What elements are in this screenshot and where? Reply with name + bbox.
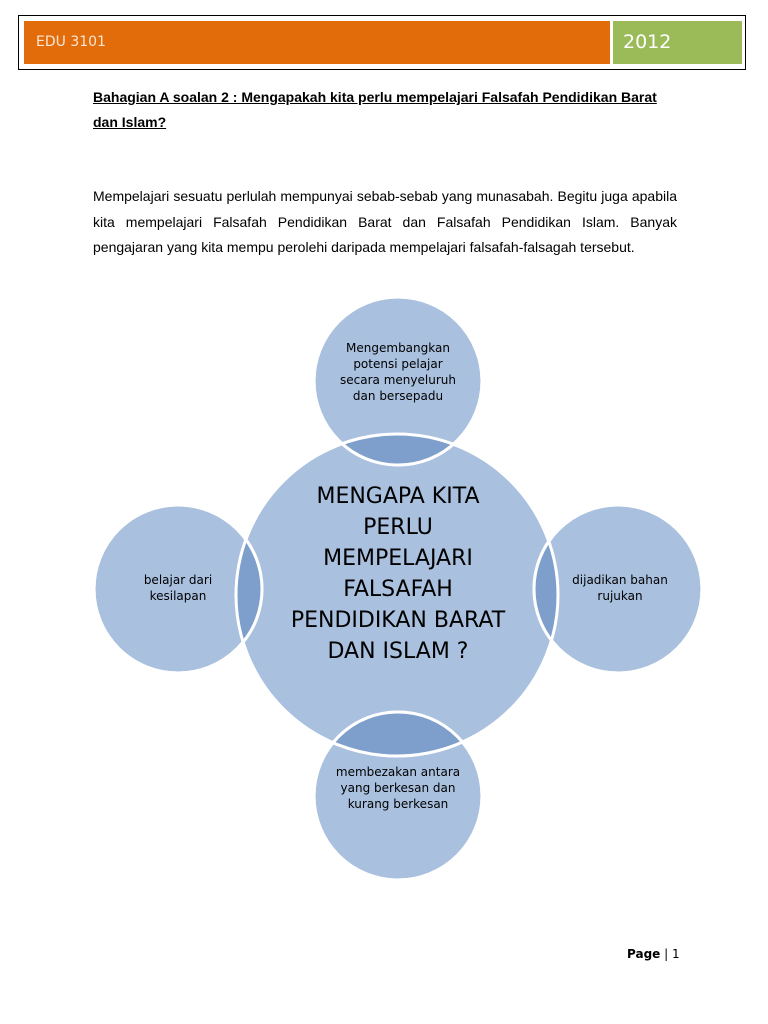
year-label: 2012: [623, 31, 672, 53]
center-circle-text: MENGAPA KITA PERLU MEMPELAJARI FALSAFAH PENDIDIKAN BARAT DAN ISLAM ?: [290, 484, 506, 664]
question-heading: Bahagian A soalan 2 : Mengapakah kita perlu mempelajari Falsafah Pendidikan Barat dan Islam?: [93, 89, 657, 130]
page-footer: [627, 947, 680, 961]
right-circle-text: dijadikan bahan rujukan: [572, 573, 668, 603]
bottom-circle-text: membezakan antara yang berkesan dan kurang berkesan: [335, 765, 461, 811]
top-circle-text: Mengembangkan potensi pelajar secara menyeluruh dan bersepadu: [340, 341, 456, 403]
intro-paragraph: Mempelajari sesuatu perlulah mempunyai sebab-sebab yang munasabah. Begitu juga apabila kita mempelajari Falsafah Pendidikan Barat dan Falsafah Pendidikan Islam. Banyak pengajaran yang kita mempu perolehi daripada mempelajari falsafah-falsagah tersebut.: [93, 188, 677, 255]
course-code: EDU 3101: [36, 34, 106, 50]
left-circle-text: belajar dari kesilapan: [143, 573, 213, 603]
page-separator: |: [664, 947, 669, 961]
page-number: 1: [672, 947, 680, 961]
page-label: Page: [627, 947, 661, 961]
